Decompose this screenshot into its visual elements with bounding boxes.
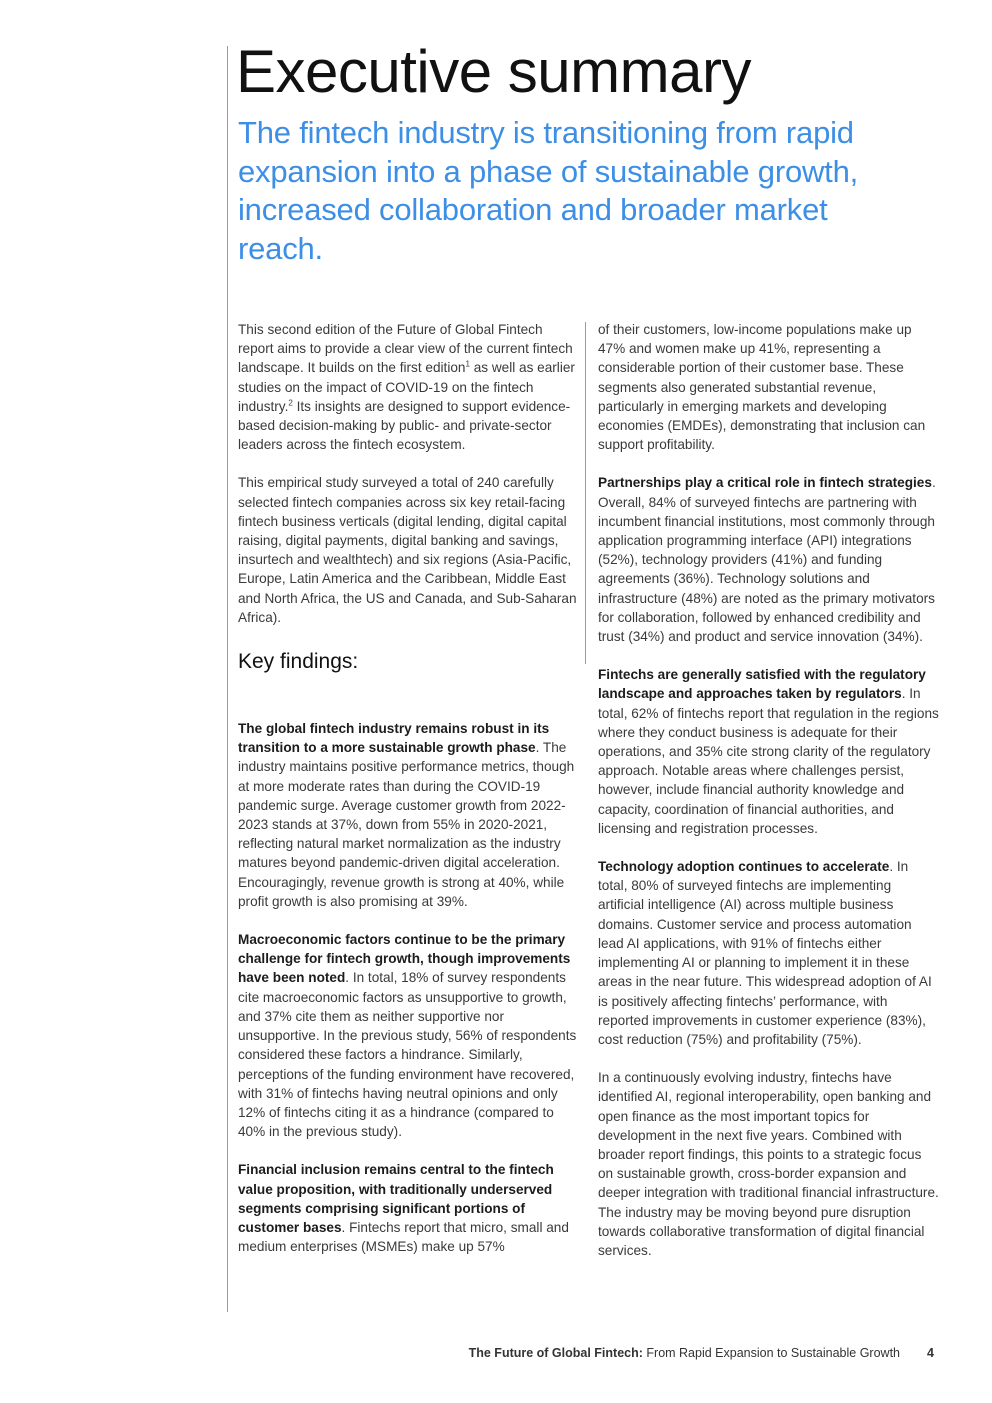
intro-text-c: Its insights are designed to support evidence-based decision-making by public- and private-sector leaders across the fintech ecosystem. — [238, 398, 571, 453]
footer-report-title: The Future of Global Fintech: — [468, 1346, 643, 1360]
finding-paragraph-4 — [598, 473, 940, 646]
page-footer — [469, 1346, 900, 1360]
right-column — [598, 320, 940, 1279]
footnote-ref-1[interactable]: 1 — [465, 359, 470, 369]
page-number: 4 — [927, 1346, 934, 1360]
finding-5-lead: Fintechs are generally satisfied with the regulatory landscape and approaches taken by regulators — [598, 667, 926, 702]
finding-paragraph-2 — [238, 930, 580, 1141]
finding-4-lead: Partnerships play a critical role in fintech strategies — [598, 475, 932, 491]
page-title: Executive summary — [236, 38, 751, 105]
footnote-ref-2[interactable]: 2 — [288, 398, 293, 408]
footer-report-subtitle: From Rapid Expansion to Sustainable Growth — [642, 1346, 900, 1360]
intro-paragraph-1 — [238, 320, 580, 454]
finding-4-body: . Overall, 84% of surveyed fintechs are partnering with incumbent financial institutions, most commonly through application programming interface (API) integrations (52%), technology providers (41%) and funding agreements (36%). Technology solutions and infrastructure (48%) are noted as the primary motivators for collaboration, followed by enhanced credibility and trust (34%) and product and service innovation (34%). — [598, 475, 936, 645]
intro-text-a: This second edition of the Future of Global Fintech report aims to provide a clear view of the current fintech landscape. It builds on the first edition — [238, 322, 573, 376]
finding-3-lead: Financial inclusion remains central to the fintech value proposition, with traditionally underserved segments comprising significant portions of customer bases — [238, 1162, 554, 1235]
finding-2-lead: Macroeconomic factors continue to be the primary challenge for fintech growth, though improvements have been noted — [238, 932, 571, 986]
finding-6-lead: Technology adoption continues to accelerate — [598, 859, 890, 875]
finding-5-body: . In total, 62% of fintechs report that regulation in the regions where they conduct business is adequate for their operations, and 35% cite strong clarity of the regulatory approach. Notable areas where challenges persist, however, include financial authority knowledge and capacity, coordination of financial authorities, and licensing and registration processes. — [598, 686, 939, 836]
page-subtitle: The fintech industry is transitioning from rapid expansion into a phase of sustainable growth, increased collaboration and broader market reach. — [238, 115, 859, 266]
column-divider — [585, 322, 586, 664]
left-column — [238, 320, 580, 1275]
key-findings-heading: Key findings: — [238, 650, 359, 674]
finding-3-body: . Fintechs report that micro, small and medium enterprises (MSMEs) make up 57% — [238, 1219, 569, 1255]
finding-paragraph-6 — [598, 857, 940, 1049]
finding-1-body: . The industry maintains positive performance metrics, though at more moderate rates than during the COVID-19 pandemic surge. Average customer growth from 2022-2023 stands at 37%, down from 55% in 2020-2021, reflecting natural market normalization as the industry matures beyond pandemic-driven digital acceleration. Encouragingly, revenue growth is strong at 40%, while profit growth is also promising at 39%. — [238, 740, 575, 909]
finding-paragraph-1 — [238, 719, 580, 911]
finding-2-body: . In total, 18% of survey respondents cite macroeconomic factors as unsupportive to growth, and 37% cite them as neither supportive nor unsupportive. In the previous study, 56% of respondents considered these factors a hindrance. Similarly, perceptions of the funding environment have recovered, with 31% of fintechs having neutral opinions and only 12% of fintechs citing it as a hindrance (compared to 40% in the previous study). — [238, 970, 577, 1140]
finding-1-lead: The global fintech industry remains robust in its transition to a more sustainable growth phase — [238, 721, 550, 756]
finding-3-continued: of their customers, low-income populations make up 47% and women make up 41%, representing a considerable portion of their customer base. These segments also generated substantial revenue, particularly in emerging markets and developing economies (EMDEs), demonstrating that inclusion can support profitability. — [598, 322, 926, 453]
left-vertical-rule — [227, 46, 228, 1312]
finding-paragraph-3 — [238, 1160, 580, 1256]
finding-paragraph-5 — [598, 665, 940, 838]
closing-paragraph: In a continuously evolving industry, fintechs have identified AI, regional interoperability, open banking and open finance as the most important topics for development in the next five years. Combined with broader report findings, this points to a strategic focus on sustainable growth, cross-border expansion and deeper integration with traditional financial infrastructure. The industry may be moving beyond pure disruption towards collaborative transformation of digital financial services. — [598, 1070, 939, 1258]
finding-6-body: . In total, 80% of surveyed fintechs are implementing artificial intelligence (AI) across multiple business domains. Customer service and process automation lead AI applications, with 91% of fintechs either implementing AI or planning to implement it in these areas in the near future. This widespread adoption of AI is positively affecting fintechs’ performance, with reported improvements in customer experience (83%), cost reduction (75%) and profitability (75%). — [598, 859, 932, 1047]
intro-text-b: as well as earlier studies on the impact of COVID-19 on the fintech industry. — [238, 360, 575, 414]
intro-paragraph-2: This empirical study surveyed a total of 240 carefully selected fintech companies across six key retail-facing fintech business verticals (digital lending, digital capital raising, digital payments, digital banking and savings, insurtech and wealthtech) and six regions (Asia-Pacific, Europe, Latin America and the Caribbean, Middle East and North Africa, the US and Canada, and Sub-Saharan Africa). — [238, 475, 577, 625]
